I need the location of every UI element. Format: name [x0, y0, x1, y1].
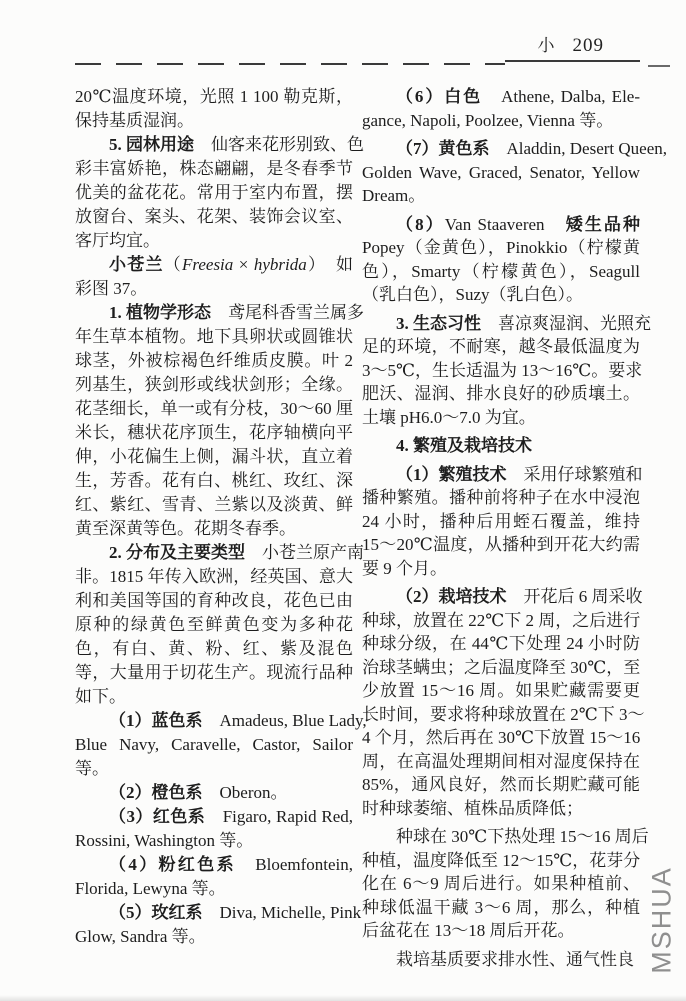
text-line: 客厅均宜。: [75, 231, 160, 250]
text-line: 24 小时，播种后用蛭石覆盖，维持: [362, 511, 640, 531]
text-line: 球茎，外被棕褐色纤维质皮膜。叶 2: [75, 351, 353, 370]
text-line: 20℃温度环境，光照 1 100 勒克斯，: [75, 87, 353, 106]
paragraph: [362, 85, 640, 132]
text-line: （4）粉红色系 Bloemfontein,: [109, 855, 354, 874]
text-line: （6）白色 Athene, Dalba, Ele-: [396, 87, 640, 106]
text-line: 土壤 pH6.0～7.0 为宜。: [362, 407, 536, 427]
text-line: 要 9 个月。: [362, 558, 447, 578]
text-line: 原种的绿黄色至鲜黄色变为多种花: [75, 615, 353, 634]
header-rule-solid: [505, 60, 640, 62]
text-line: 1. 植物学形态 鸢尾科香雪兰属多: [109, 303, 364, 322]
text-line: 如下。: [75, 687, 126, 706]
text-line: 4 个月，然后再在 30℃下放置 15～16: [362, 728, 641, 747]
text-line: （乳白色），Suzy（乳白色）。: [362, 285, 583, 304]
text-line: 年生草本植物。地下具卵状或圆锥状: [75, 327, 353, 346]
page-number: 209: [572, 35, 604, 56]
paragraph: [362, 585, 645, 820]
watermark-text: MSHUA: [646, 866, 677, 974]
text-column-left: [75, 85, 367, 949]
text-line: （7）黄色系 Aladdin, Desert Queen,: [396, 139, 668, 158]
text-line: Golden Wave, Graced, Senator, Yellow: [362, 162, 640, 182]
text-line: 彩图 37。: [75, 279, 148, 298]
text-line: 治球茎螨虫；之后温度降至 30℃，至: [362, 657, 641, 677]
paragraph: [75, 301, 364, 541]
text-line: 4. 繁殖及栽培技术: [396, 436, 532, 455]
text-line: 种植，温度降低至 12～15℃，花芽分: [362, 850, 641, 870]
text-line: 等。: [75, 759, 109, 778]
text-line: 种球低温干藏 3～6 周，那么，种植: [362, 897, 640, 917]
text-line: Glow, Sandra 等。: [75, 927, 206, 946]
paragraph: [362, 434, 640, 458]
text-line: 种球在 30℃下热处理 15～16 周后: [396, 827, 649, 846]
text-line: 放窗台、案头、花架、装饰会议室、: [75, 207, 353, 226]
text-line: 少放置 15～16 周。如果贮藏需要更: [362, 681, 640, 700]
text-line: 黄至深黄等色。花期冬春季。: [75, 519, 296, 538]
text-line: 周，在高温处理期间相对湿度保持在: [362, 751, 640, 771]
text-line: 色），Smarty（柠檬黄色），Seagull: [362, 261, 640, 281]
text-line: 2. 分布及主要类型 小苍兰原产南: [109, 543, 364, 562]
text-line: 列基生，狭剑形或线状剑形；全缘。: [75, 375, 353, 394]
paragraph: [362, 137, 668, 208]
text-line: gance, Napoli, Poolzee, Vienna 等。: [362, 110, 614, 130]
text-line: 化在 6～9 周后进行。如果种植前、: [362, 874, 640, 893]
text-line: Popey（金黄色），Pinokkio（柠檬黄: [362, 238, 640, 257]
text-line: （1）蓝色系 Amadeus, Blue Lady,: [109, 711, 367, 730]
text-line: Florida, Lewyna 等。: [75, 879, 226, 898]
paragraph: [75, 853, 353, 901]
text-line: 等，大量用于切花生产。现流行品种: [75, 663, 353, 682]
text-line: 15～20℃温度，从播种到开花大约需: [362, 535, 640, 554]
text-line: 小苍兰（Freesia × hybrida） 如: [109, 255, 353, 274]
header-section-char: 小: [537, 36, 555, 55]
paragraph: [362, 463, 643, 581]
text-line: Rossini, Washington 等。: [75, 831, 254, 850]
paragraph: [75, 709, 367, 781]
text-line: 种球分级，在 44℃下处理 24 小时防: [362, 634, 640, 653]
text-line: 足的环境，不耐寒，越冬最低温度为: [362, 337, 640, 356]
paragraph: [75, 85, 353, 133]
text-line: Blue Navy, Caravelle, Castor, Sailor: [75, 735, 353, 754]
text-line: 彩丰富娇艳，株态翩翩，是冬春季节: [75, 159, 353, 178]
text-line: （2）栽培技术 开花后 6 周采收: [396, 587, 643, 606]
text-line: 生，芳香。花有白、桃红、玫红、深: [75, 471, 353, 490]
text-line: 利和美国等国的育种改良，花色已由: [75, 591, 353, 610]
paragraph: [75, 901, 362, 949]
text-line: （8）Van Staaveren 矮生品种: [396, 214, 641, 234]
header-rule-dashed: [75, 63, 505, 65]
text-line: Dream。: [362, 186, 426, 205]
text-line: （2）橙色系 Oberon。: [109, 783, 288, 802]
text-line: （1）繁殖技术 采用仔球繁殖和: [396, 464, 643, 484]
text-line: （3）红色系 Figaro, Rapid Red,: [109, 807, 353, 826]
text-line: 花茎细长，单一或有分枝，30～60 厘: [75, 399, 353, 418]
text-line: 播种繁殖。播种前将种子在水中浸泡: [362, 488, 640, 507]
text-line: 红、紫红、雪青、兰紫以及淡黄、鲜: [75, 495, 353, 514]
paragraph: [362, 213, 640, 307]
paragraph: [75, 541, 364, 709]
text-line: 3. 生态习性 喜凉爽湿润、光照充: [396, 313, 651, 333]
text-line: 优美的盆花花。常用于室内布置，摆: [75, 183, 353, 202]
paragraph: [362, 948, 640, 972]
page-header: [0, 36, 604, 56]
text-line: 长时间，要求将种球放置在 2℃下 3～: [362, 704, 645, 724]
text-line: 色，有白、黄、粉、红、紫及混色: [75, 639, 353, 658]
text-line: 栽培基质要求排水性、通气性良: [396, 949, 634, 969]
text-line: 3～5℃，生长适温为 13～16℃。要求: [362, 360, 643, 380]
text-line: 5. 园林用途 仙客来花形别致、色: [109, 135, 364, 154]
header-rule-tick: [648, 65, 670, 67]
text-line: 伸，小花偏生上侧，漏斗状，直立着: [75, 447, 353, 466]
text-line: 后盆花在 13～18 周后开花。: [362, 921, 575, 940]
paragraph: [75, 133, 364, 253]
paragraph: [75, 781, 353, 805]
paragraph: [362, 312, 651, 430]
paragraph: [75, 805, 353, 853]
text-line: 种球，放置在 22℃下 2 周，之后进行: [362, 610, 641, 630]
text-line: 肥沃、湿润、排水良好的砂质壤土。: [362, 384, 640, 403]
text-line: （5）玫红系 Diva, Michelle, Pink: [109, 903, 362, 922]
text-line: 时种球萎缩、植株品质降低；: [362, 798, 583, 818]
text-line: 米长，穗状花序顶生，花序轴横向平: [75, 423, 353, 442]
text-line: 非。1815 年传入欧洲，经英国、意大: [75, 567, 353, 586]
paragraph: [75, 253, 353, 301]
text-line: 保持基质湿润。: [75, 111, 194, 130]
paragraph: [362, 825, 649, 943]
text-line: 85%，通风良好，然而长期贮藏可能: [362, 775, 640, 794]
